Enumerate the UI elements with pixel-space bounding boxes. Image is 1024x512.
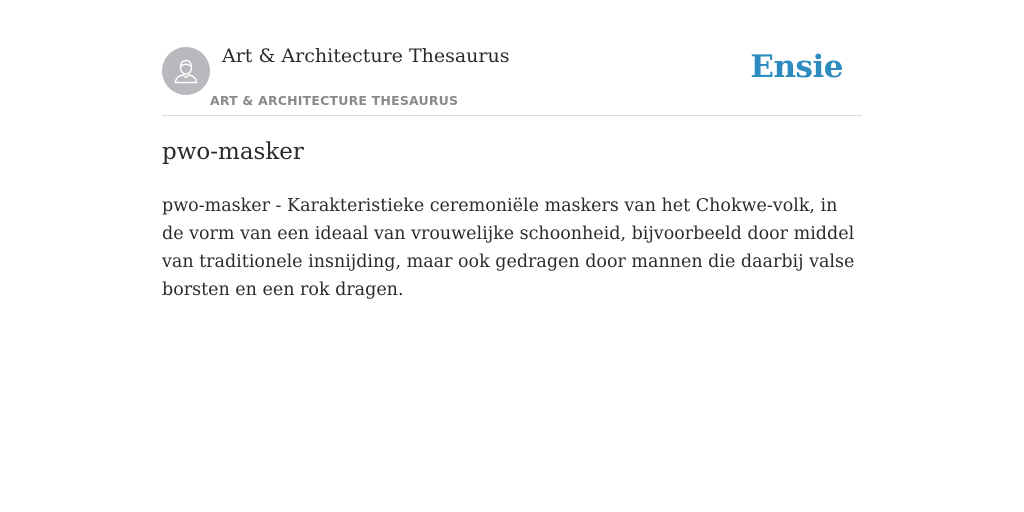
- avatar[interactable]: [162, 47, 210, 95]
- brand-logo[interactable]: Ensie: [750, 49, 843, 85]
- user-silhouette-icon: [171, 56, 201, 86]
- entry-definition: pwo-masker - Karakteristieke ceremoniële maskers van het Chokwe-volk, in de vorm van een ideaal van vrouwelijke schoonheid, bijvoorbeeld door middel van traditionele insnijding, maar ook gedragen door mannen die daarbij valse borsten en een rok dragen.: [162, 196, 855, 300]
- author-subtitle: ART & ARCHITECTURE THESAURUS: [210, 93, 459, 108]
- page-title: pwo-masker: [162, 139, 304, 165]
- author-name[interactable]: Art & Architecture Thesaurus: [222, 45, 510, 67]
- header: [162, 0, 862, 116]
